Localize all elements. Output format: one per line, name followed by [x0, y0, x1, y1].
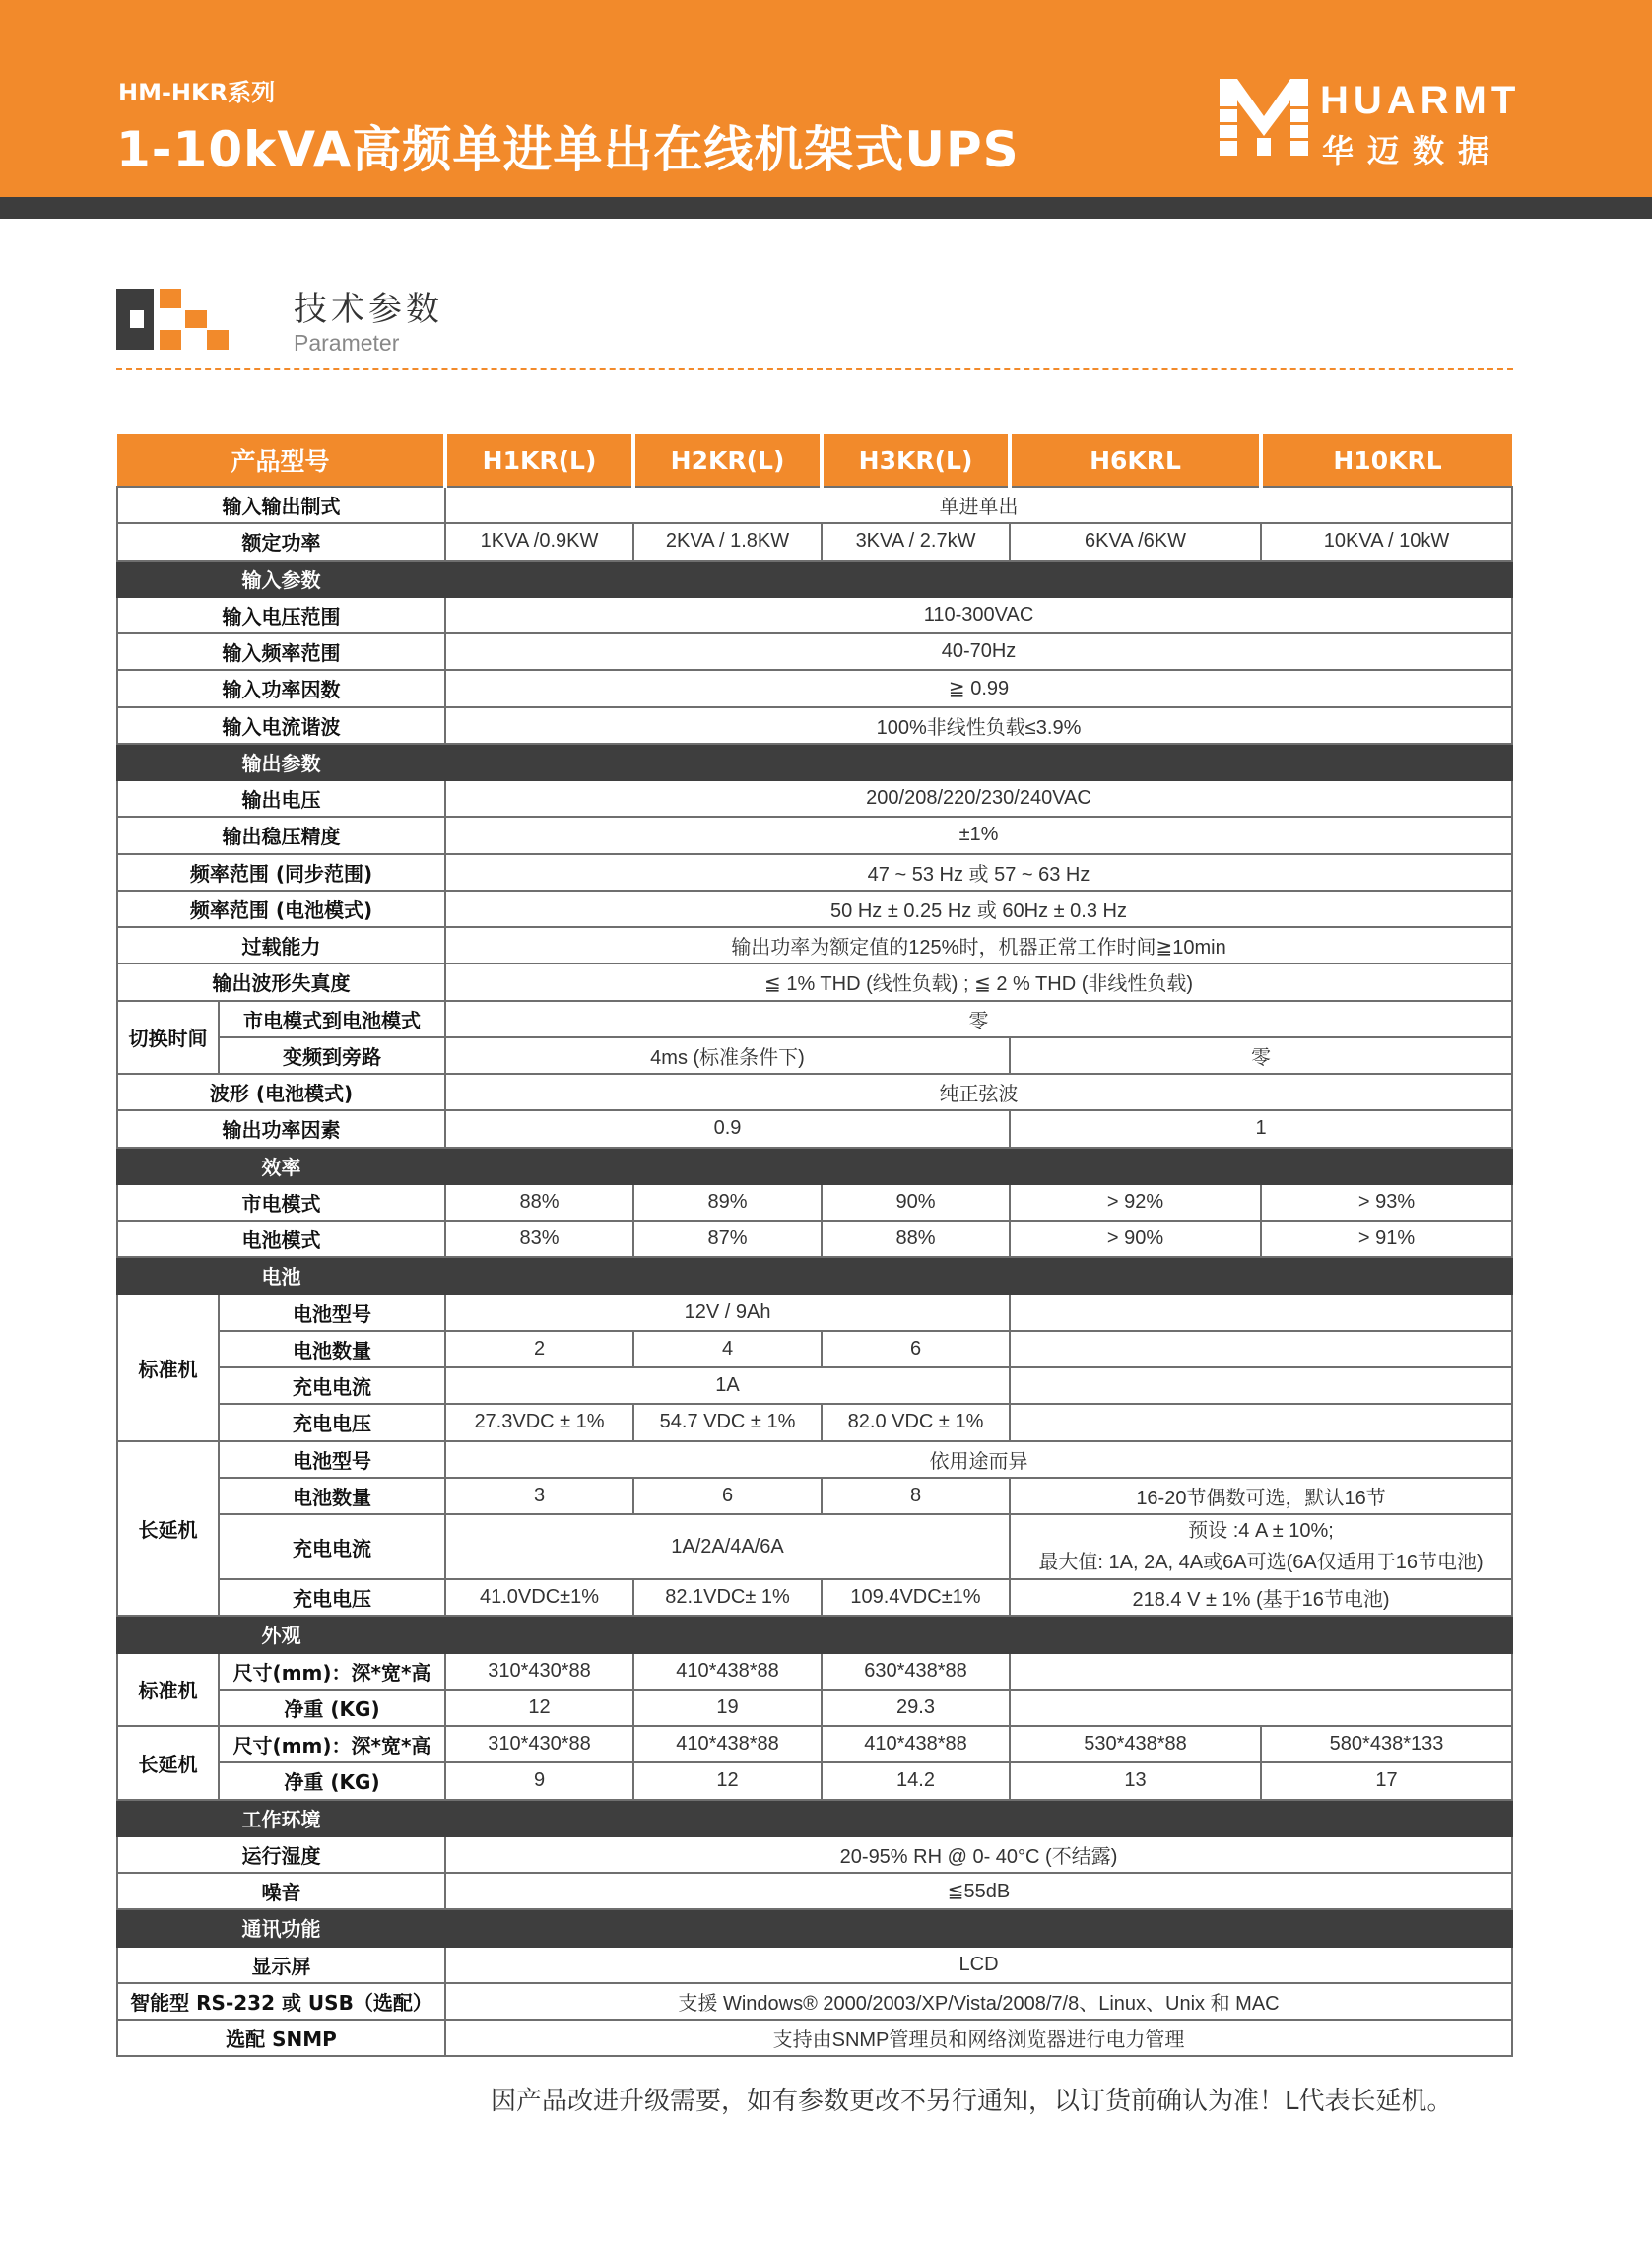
- cell: 82.1VDC± 1%: [633, 1579, 822, 1616]
- cell: 3KVA / 2.7kW: [822, 523, 1010, 560]
- cell: 零: [1010, 1037, 1512, 1074]
- row-label: 输出波形失真度: [117, 963, 445, 1000]
- section-row-title: 外观: [117, 1616, 445, 1652]
- page-title: 1-10kVA高频单进单出在线机架式UPS: [116, 121, 1020, 178]
- cell: 82.0 VDC ± 1%: [822, 1404, 1010, 1440]
- table-row: [117, 1367, 1512, 1404]
- model-header-label: 产品型号: [117, 434, 445, 487]
- group-label: 标准机: [117, 1294, 219, 1441]
- row-value: 支持由SNMP管理员和网络浏览器进行电力管理: [445, 2020, 1512, 2056]
- cell-line: 最大值: 1A, 2A, 4A或6A可选(6A仅适用于16节电池): [1038, 1552, 1484, 1573]
- row-label: 额定功率: [117, 523, 445, 560]
- table-row: [117, 1762, 1512, 1799]
- section-row-title: 通讯功能: [117, 1909, 445, 1946]
- row-label: 市电模式: [117, 1184, 445, 1221]
- cell-empty: [1010, 1331, 1512, 1367]
- cell: 13: [1010, 1762, 1261, 1799]
- cell: 19: [633, 1690, 822, 1726]
- section-row: [117, 744, 1512, 780]
- cell: 29.3: [822, 1690, 1010, 1726]
- cell: 310*430*88: [445, 1726, 633, 1762]
- cell: 16-20节偶数可选，默认16节: [1010, 1478, 1512, 1514]
- section-divider: [116, 368, 1513, 370]
- row-label: 电池数量: [219, 1478, 445, 1514]
- section-row: [117, 1257, 1512, 1294]
- table-row: [117, 1074, 1512, 1110]
- table-row: [117, 597, 1512, 633]
- cell: 1A: [445, 1367, 1010, 1404]
- cell: 41.0VDC±1%: [445, 1579, 633, 1616]
- cell: 310*430*88: [445, 1653, 633, 1690]
- cell: 1: [1010, 1110, 1512, 1147]
- row-label: 充电电流: [219, 1367, 445, 1404]
- section-row-fill: [445, 561, 1512, 597]
- row-label: 输入功率因数: [117, 670, 445, 706]
- model-h3kr: H3KR(L): [822, 434, 1010, 487]
- cell: > 90%: [1010, 1221, 1261, 1257]
- row-label: 显示屏: [117, 1947, 445, 1983]
- table-row: [117, 1579, 1512, 1616]
- section-row: [117, 1909, 1512, 1946]
- row-value: 依用途而异: [445, 1441, 1512, 1478]
- cell: 4: [633, 1331, 822, 1367]
- table-header-row: [117, 434, 1512, 487]
- cell: 87%: [633, 1221, 822, 1257]
- table-row: [117, 1983, 1512, 2020]
- row-value: 纯正弦波: [445, 1074, 1512, 1110]
- cell: 10KVA / 10kW: [1261, 523, 1512, 560]
- cell: 4ms (标准条件下): [445, 1037, 1010, 1074]
- row-value: 支援 Windows® 2000/2003/XP/Vista/2008/7/8、Linux、Unix 和 MAC: [445, 1983, 1512, 2020]
- cell-empty: [1010, 1653, 1512, 1690]
- model-h2kr: H2KR(L): [633, 434, 822, 487]
- row-label: 输入输出制式: [117, 487, 445, 523]
- row-label: 波形 (电池模式): [117, 1074, 445, 1110]
- cell: 54.7 VDC ± 1%: [633, 1404, 822, 1440]
- cell: 14.2: [822, 1762, 1010, 1799]
- cell: 9: [445, 1762, 633, 1799]
- table-row: [117, 2020, 1512, 2056]
- table-row: [117, 1947, 1512, 1983]
- row-label: 电池型号: [219, 1294, 445, 1331]
- cell: 83%: [445, 1221, 633, 1257]
- logo-text-cn: 华迈数据: [1322, 132, 1504, 169]
- row-value: 47 ~ 53 Hz 或 57 ~ 63 Hz: [445, 854, 1512, 891]
- cell: 2KVA / 1.8KW: [633, 523, 822, 560]
- logo-text-en: HUARMT: [1320, 79, 1521, 122]
- row-label: 净重 (KG): [219, 1690, 445, 1726]
- cell: 8: [822, 1478, 1010, 1514]
- table-row: [117, 1726, 1512, 1762]
- table-row: [117, 1514, 1512, 1579]
- footer-note: 因产品改进升级需要，如有参数更改不另行通知，以订货前确认为准！L代表长延机。: [491, 2087, 1453, 2116]
- row-value: ≧ 0.99: [445, 670, 1512, 706]
- section-title: 技术参数: [294, 290, 443, 329]
- section-row-title: 效率: [117, 1148, 445, 1184]
- row-label: 市电模式到电池模式: [219, 1001, 445, 1037]
- cell-line: 预设 :4 A ± 10%;: [1188, 1520, 1334, 1542]
- spec-table: [116, 434, 1513, 2057]
- cell: 27.3VDC ± 1%: [445, 1404, 633, 1440]
- row-label: 充电电流: [219, 1514, 445, 1579]
- model-h1kr: H1KR(L): [445, 434, 633, 487]
- cell-empty: [1010, 1690, 1512, 1726]
- cell: > 92%: [1010, 1184, 1261, 1221]
- cell: 410*438*88: [822, 1726, 1010, 1762]
- row-label: 净重 (KG): [219, 1762, 445, 1799]
- row-value: 200/208/220/230/240VAC: [445, 780, 1512, 817]
- cell: 630*438*88: [822, 1653, 1010, 1690]
- row-label: 选配 SNMP: [117, 2020, 445, 2056]
- cell: 0.9: [445, 1110, 1010, 1147]
- cell: 88%: [445, 1184, 633, 1221]
- table-row: [117, 1110, 1512, 1147]
- row-value: 40-70Hz: [445, 633, 1512, 670]
- row-value: 50 Hz ± 0.25 Hz 或 60Hz ± 0.3 Hz: [445, 891, 1512, 927]
- cell: 1KVA /0.9KW: [445, 523, 633, 560]
- section-row: [117, 1148, 1512, 1184]
- group-label: 切换时间: [117, 1001, 219, 1075]
- section-row-fill: [445, 1909, 1512, 1946]
- cell: 410*438*88: [633, 1726, 822, 1762]
- row-label: 输入频率范围: [117, 633, 445, 670]
- row-value: 输出功率为额定值的125%时，机器正常工作时间≧10min: [445, 927, 1512, 963]
- cell: 12: [445, 1690, 633, 1726]
- group-label: 长延机: [117, 1726, 219, 1800]
- section-row-fill: [445, 1257, 1512, 1294]
- cell: 17: [1261, 1762, 1512, 1799]
- group-label: 长延机: [117, 1441, 219, 1617]
- section-blocks-icon: [116, 289, 229, 350]
- cell: 88%: [822, 1221, 1010, 1257]
- row-label: 充电电压: [219, 1579, 445, 1616]
- table-row: [117, 523, 1512, 560]
- cell: 218.4 V ± 1% (基于16节电池): [1010, 1579, 1512, 1616]
- cell-empty: [1010, 1294, 1512, 1331]
- table-row: [117, 891, 1512, 927]
- header-divider-bar: [0, 197, 1652, 219]
- row-label: 噪音: [117, 1873, 445, 1909]
- table-row: [117, 1653, 1512, 1690]
- table-row: [117, 633, 1512, 670]
- cell-empty: [1010, 1367, 1512, 1404]
- row-value: 20-95% RH @ 0- 40°C (不结露): [445, 1836, 1512, 1873]
- row-label: 变频到旁路: [219, 1037, 445, 1074]
- cell: 6: [633, 1478, 822, 1514]
- row-value: ±1%: [445, 817, 1512, 853]
- cell: 90%: [822, 1184, 1010, 1221]
- row-label: 输出功率因素: [117, 1110, 445, 1147]
- cell: > 91%: [1261, 1221, 1512, 1257]
- cell-multiline: [1010, 1514, 1512, 1579]
- row-label: 电池型号: [219, 1441, 445, 1478]
- table-row: [117, 854, 1512, 891]
- table-row: [117, 1836, 1512, 1873]
- cell: 2: [445, 1331, 633, 1367]
- row-label: 过载能力: [117, 927, 445, 963]
- cell-empty: [1010, 1404, 1512, 1440]
- section-row-fill: [445, 1148, 1512, 1184]
- row-label: 输出电压: [117, 780, 445, 817]
- section-row-title: 工作环境: [117, 1800, 445, 1836]
- row-label: 电池数量: [219, 1331, 445, 1367]
- row-value: 110-300VAC: [445, 597, 1512, 633]
- cell: > 93%: [1261, 1184, 1512, 1221]
- row-label: 智能型 RS-232 或 USB（选配）: [117, 1983, 445, 2020]
- model-h10krl: H10KRL: [1261, 434, 1512, 487]
- cell: 89%: [633, 1184, 822, 1221]
- table-row: [117, 927, 1512, 963]
- series-label: HM-HKR系列: [118, 79, 276, 106]
- model-h6krl: H6KRL: [1010, 434, 1261, 487]
- table-row: [117, 487, 1512, 523]
- table-row: [117, 670, 1512, 706]
- table-row: [117, 1221, 1512, 1257]
- section-row: [117, 561, 1512, 597]
- table-row: [117, 1690, 1512, 1726]
- row-value: LCD: [445, 1947, 1512, 1983]
- cell: 12V / 9Ah: [445, 1294, 1010, 1331]
- row-label: 运行湿度: [117, 1836, 445, 1873]
- row-value: 100%非线性负载≤3.9%: [445, 707, 1512, 744]
- table-row: [117, 1478, 1512, 1514]
- cell: 410*438*88: [633, 1653, 822, 1690]
- cell: 1A/2A/4A/6A: [445, 1514, 1010, 1579]
- cell: 6: [822, 1331, 1010, 1367]
- row-label: 输入电流谐波: [117, 707, 445, 744]
- row-value: ≦ 1% THD (线性负载) ; ≦ 2 % THD (非线性负载): [445, 963, 1512, 1000]
- cell: 3: [445, 1478, 633, 1514]
- section-row-title: 电池: [117, 1257, 445, 1294]
- section-row-title: 输入参数: [117, 561, 445, 597]
- cell: 6KVA /6KW: [1010, 523, 1261, 560]
- row-label: 充电电压: [219, 1404, 445, 1440]
- section-subtitle: Parameter: [294, 330, 400, 356]
- table-row: [117, 1184, 1512, 1221]
- table-row: [117, 707, 1512, 744]
- table-row: [117, 1294, 1512, 1331]
- cell: 530*438*88: [1010, 1726, 1261, 1762]
- row-value: 单进单出: [445, 487, 1512, 523]
- table-row: [117, 1331, 1512, 1367]
- section-row-fill: [445, 744, 1512, 780]
- group-label: 标准机: [117, 1653, 219, 1727]
- row-label: 输入电压范围: [117, 597, 445, 633]
- table-row: [117, 1441, 1512, 1478]
- section-row: [117, 1616, 1512, 1652]
- cell: 109.4VDC±1%: [822, 1579, 1010, 1616]
- row-label: 尺寸(mm)：深*宽*高: [219, 1653, 445, 1690]
- table-row: [117, 817, 1512, 853]
- section-row-fill: [445, 1616, 1512, 1652]
- row-label: 电池模式: [117, 1221, 445, 1257]
- cell: 580*438*133: [1261, 1726, 1512, 1762]
- table-row: [117, 780, 1512, 817]
- table-row: [117, 1037, 1512, 1074]
- table-row: [117, 1873, 1512, 1909]
- row-label: 频率范围 (电池模式): [117, 891, 445, 927]
- row-label: 尺寸(mm)：深*宽*高: [219, 1726, 445, 1762]
- row-label: 频率范围 (同步范围): [117, 854, 445, 891]
- section-row-title: 输出参数: [117, 744, 445, 780]
- row-value: 零: [445, 1001, 1512, 1037]
- table-row: [117, 963, 1512, 1000]
- cell: 12: [633, 1762, 822, 1799]
- section-row: [117, 1800, 1512, 1836]
- row-label: 输出稳压精度: [117, 817, 445, 853]
- row-value: ≦55dB: [445, 1873, 1512, 1909]
- table-row: [117, 1404, 1512, 1440]
- table-row: [117, 1001, 1512, 1037]
- section-row-fill: [445, 1800, 1512, 1836]
